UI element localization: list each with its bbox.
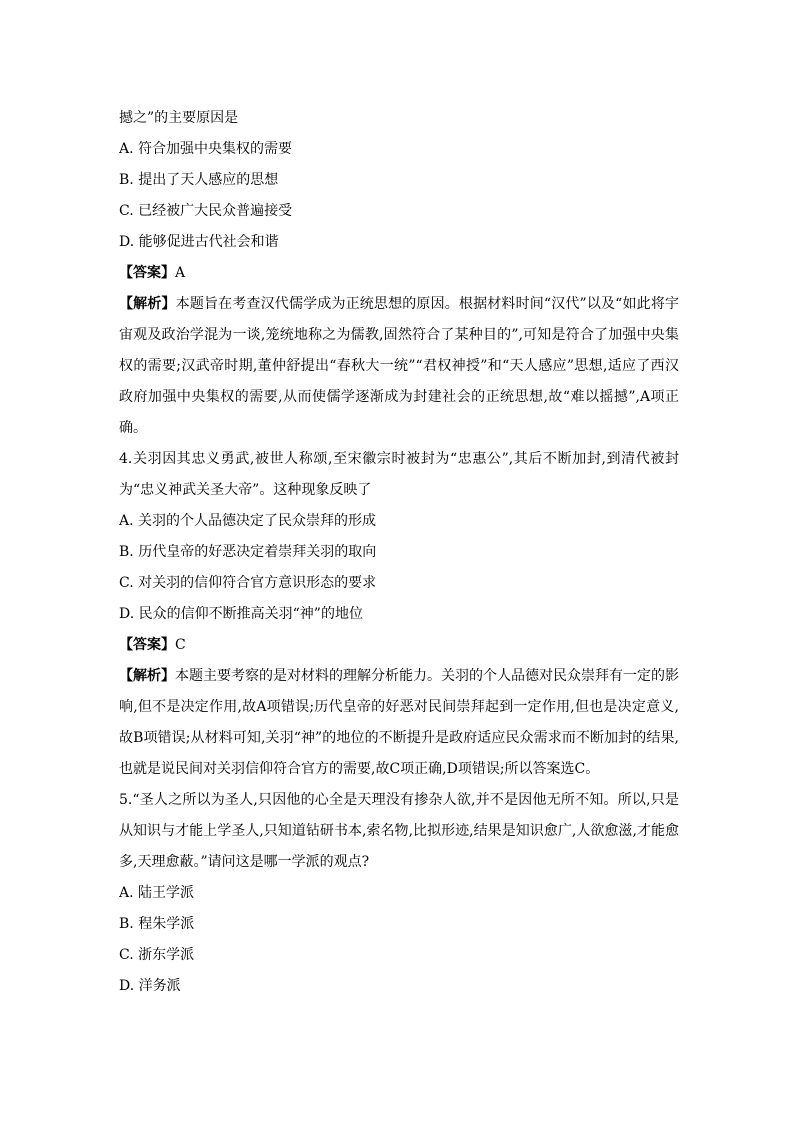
q4-answer-value: C [175,637,186,653]
q3-answer-value: A [175,265,186,281]
q4-answer [119,630,679,661]
q4-option-a: A. 关羽的个人品德决定了民众崇拜的形成 [119,513,377,529]
q5-option-b: B. 程朱学派 [119,916,195,932]
q4-stem: 4.关羽因其忠义勇武,被世人称颂,至宋徽宗时被封为“忠惠公”,其后不断加封,到清代被封为“忠义神武关圣大帝”。这种现象反映了 [119,451,679,498]
q4-analysis [119,661,679,785]
q3-analysis [119,289,679,444]
q5-option-c: C. 浙东学派 [119,947,195,963]
q4-option-b: B. 历代皇帝的好恶决定着崇拜关羽的取向 [119,544,377,560]
q4-option-c: C. 对关羽的信仰符合官方意识形态的要求 [119,575,377,591]
q3-stem-tail: 撼之”的主要原因是 [119,110,239,126]
q3-analysis-text: 本题旨在考查汉代儒学成为正统思想的原因。根据材料时间“汉代”以及“如此将宇宙观及政治学混为一谈,笼统地称之为儒教,固然符合了某种目的”,可知是符合了加强中央集权的需要;汉武帝时期,董仲舒提出“春秋大一统”“君权神授”和“天人感应”思想,适应了西汉政府加强中央集权的需要,从而使儒学逐渐成为封建社会的正统思想,故“难以摇撼”,A项正确。 [119,296,679,436]
q3-answer [119,258,679,289]
q5-option-d: D. 洋务派 [119,978,181,994]
q3-option-c: C. 已经被广大民众普遍接受 [119,203,293,219]
q5-stem: 5.“圣人之所以为圣人,只因他的心全是天理没有掺杂人欲,并不是因他无所不知。所以,只是从知识与才能上学圣人,只知道钻研书本,索名物,比拟形迹,结果是知识愈广,人欲愈滋,才能愈多,天理愈蔽。”请问这是哪一学派的观点? [119,792,679,870]
page-content [119,103,679,1002]
q3-option-a: A. 符合加强中央集权的需要 [119,141,293,157]
q5-option-a: A. 陆王学派 [119,885,195,901]
q3-option-d: D. 能够促进古代社会和谐 [119,234,279,250]
q4-analysis-label: 【解析】 [119,668,175,684]
q4-answer-label: 【答案】 [119,637,175,653]
q4-analysis-text: 本题主要考察的是对材料的理解分析能力。关羽的个人品德对民众崇拜有一定的影响,但不是决定作用,故A项错误;历代皇帝的好恶对民间崇拜起到一定作用,但也是决定意义,故B项错误;从材料可知,关羽“神”的地位的不断提升是政府适应民众需求而不断加封的结果,也就是说民间对关羽信仰符合官方的需要,故C项正确,D项错误;所以答案选C。 [119,668,679,777]
q3-option-b: B. 提出了天人感应的思想 [119,172,279,188]
q4-option-d: D. 民众的信仰不断推高关羽“神”的地位 [119,606,363,622]
q3-answer-label: 【答案】 [119,265,175,281]
q3-analysis-label: 【解析】 [119,296,176,312]
